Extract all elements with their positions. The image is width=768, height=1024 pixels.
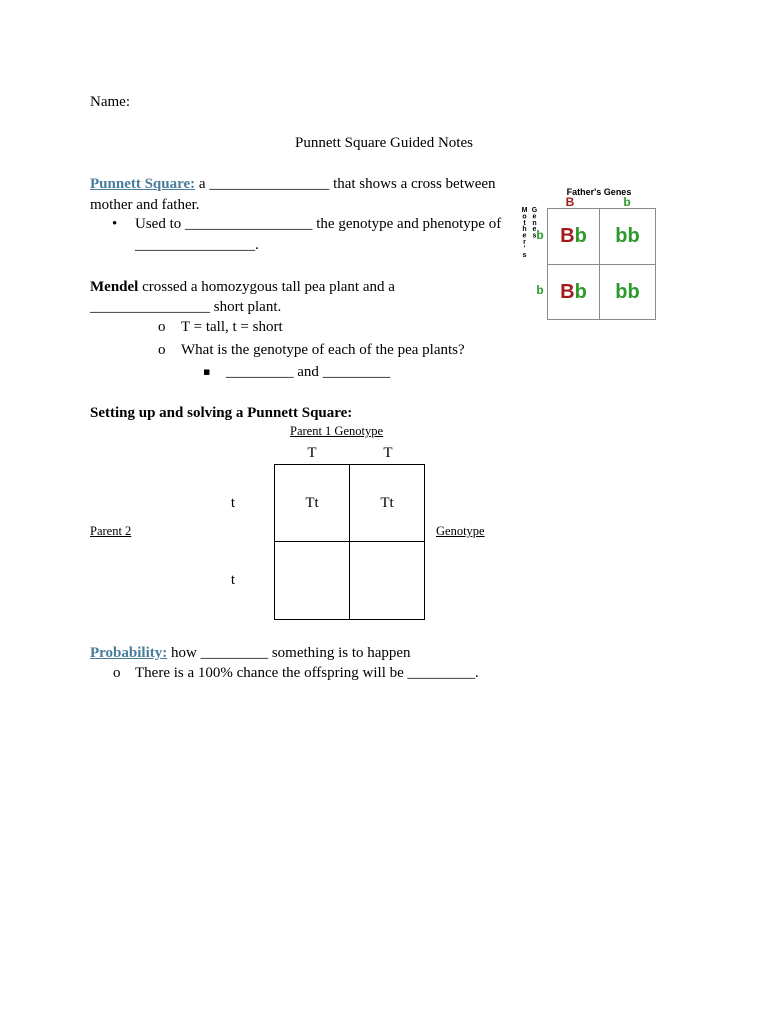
mother-allele: b bbox=[536, 228, 544, 242]
sub-item-text: T = tall, t = short bbox=[181, 319, 283, 335]
figure-allele: b bbox=[574, 280, 587, 303]
punnett-cell: Tt bbox=[275, 465, 350, 542]
figure-allele: b bbox=[627, 280, 640, 303]
definition-line-1 bbox=[90, 174, 496, 194]
mother-allele: b bbox=[536, 283, 544, 297]
definition-text-1: a ________________ that shows a cross between bbox=[195, 176, 496, 192]
side-allele: t bbox=[230, 572, 236, 588]
definition-line-2: mother and father. bbox=[90, 197, 200, 213]
mothers-genes-label: Mother's Genes bbox=[521, 207, 538, 259]
figure-cell bbox=[600, 265, 655, 319]
top-allele: T bbox=[307, 445, 317, 461]
page-title: Punnett Square Guided Notes bbox=[295, 135, 473, 151]
sub-item-marker: o bbox=[158, 319, 166, 335]
mendel-line-1 bbox=[90, 277, 395, 297]
bullet-text-1: Used to _________________ the genotype and phenotype of bbox=[135, 216, 502, 232]
figure-cell bbox=[548, 209, 600, 265]
probability-text: how _________ something is to happen bbox=[167, 645, 411, 661]
subsub-marker: ▪ bbox=[203, 365, 211, 378]
mendel-text-1: crossed a homozygous tall pea plant and a bbox=[138, 279, 395, 295]
figure-allele: B bbox=[560, 225, 575, 247]
parent1-label: Parent 1 Genotype bbox=[290, 424, 384, 438]
figure-cell bbox=[600, 209, 655, 265]
figure-allele: b bbox=[615, 280, 628, 303]
punnett-cell bbox=[350, 542, 424, 619]
father-allele: B bbox=[565, 195, 575, 209]
father-allele: b bbox=[623, 195, 631, 209]
probability-sub-text: There is a 100% chance the offspring will be _________. bbox=[135, 665, 479, 681]
bullet-text-2: ________________. bbox=[135, 237, 259, 253]
figure-allele: b bbox=[574, 225, 587, 247]
mendel-line-2: ________________ short plant. bbox=[90, 299, 282, 315]
parent2-label: Parent 2 bbox=[90, 524, 132, 538]
figure-grid bbox=[547, 208, 656, 320]
figure-allele: B bbox=[560, 280, 575, 303]
setup-heading: Setting up and solving a Punnett Square: bbox=[90, 405, 353, 421]
punnett-cell bbox=[275, 542, 350, 619]
punnett-cell: Tt bbox=[350, 465, 424, 542]
sub-item-text: What is the genotype of each of the pea plants? bbox=[181, 342, 465, 358]
figure-allele: b bbox=[627, 225, 640, 247]
punnett-square-grid bbox=[274, 464, 425, 620]
fathers-genes-label: Father's Genes bbox=[566, 187, 632, 197]
side-allele: t bbox=[230, 495, 236, 511]
name-label: Name: bbox=[90, 94, 130, 110]
mendel-term: Mendel bbox=[90, 279, 139, 295]
figure-cell bbox=[548, 265, 600, 319]
bullet-marker: • bbox=[112, 216, 118, 232]
punnett-square-term: Punnett Square: bbox=[90, 176, 196, 192]
sub-item-marker: o bbox=[158, 342, 166, 358]
figure-allele: b bbox=[615, 225, 628, 247]
probability-line bbox=[90, 643, 411, 663]
probability-term: Probability: bbox=[90, 645, 168, 661]
probability-sub-marker: o bbox=[113, 665, 121, 681]
genotype-label: Genotype bbox=[436, 524, 485, 538]
subsub-text: _________ and _________ bbox=[226, 364, 391, 380]
top-allele: T bbox=[383, 445, 393, 461]
